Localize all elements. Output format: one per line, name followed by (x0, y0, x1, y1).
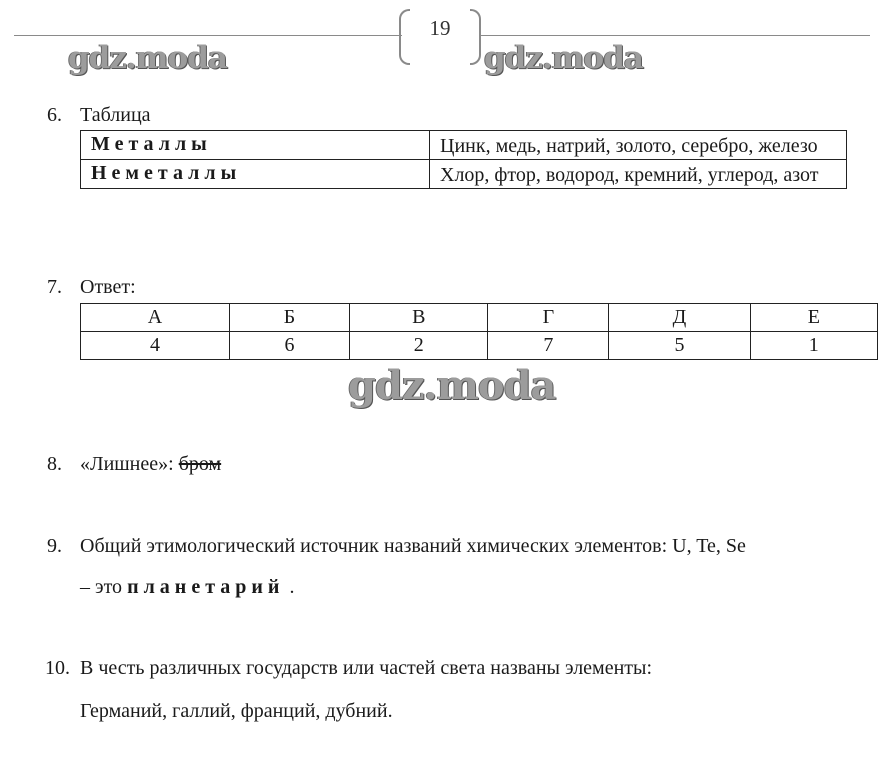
page-number: 19 (429, 16, 451, 40)
answer-word: планетарий (127, 576, 285, 598)
table-row (81, 131, 847, 160)
page-number-bracket-right (470, 9, 481, 65)
answer-line (80, 576, 294, 599)
watermark: gdz.moda (68, 40, 227, 76)
table-cell-key: Неметаллы (81, 160, 430, 189)
table-header-cell: А (81, 304, 230, 332)
table-cell-key: Металлы (81, 131, 430, 160)
struck-answer: бром (178, 453, 222, 475)
header-rule-right (480, 35, 870, 36)
table-row (81, 332, 878, 360)
question-title: Ответ: (80, 276, 136, 298)
table-header-cell: Б (229, 304, 349, 332)
header-rule-left (14, 35, 402, 36)
table-cell: 1 (750, 332, 877, 360)
elements-table (80, 130, 847, 189)
question-text: В честь различных государств или частей света названы элементы: (80, 657, 653, 679)
watermark: gdz.moda (348, 362, 556, 409)
question-number: 7. (47, 276, 62, 298)
question-number: 10. (45, 657, 70, 679)
table-cell-value: Цинк, медь, натрий, золото, серебро, железо (430, 131, 847, 160)
question-number: 6. (47, 104, 62, 126)
table-header-cell: Е (750, 304, 877, 332)
answer-prefix: – это (80, 576, 123, 598)
table-cell: 6 (229, 332, 349, 360)
table-cell-value: Хлор, фтор, водород, кремний, углерод, азот (430, 160, 847, 189)
question-text: Общий этимологический источник названий химических элементов: U, Te, Se (80, 535, 746, 557)
watermark: gdz.moda (484, 40, 643, 76)
table-cell: 4 (81, 332, 230, 360)
table-header-cell: В (350, 304, 488, 332)
table-cell: 7 (488, 332, 609, 360)
table-row (81, 160, 847, 189)
question-number: 8. (47, 453, 62, 475)
question-number: 9. (47, 535, 62, 557)
table-cell: 5 (609, 332, 750, 360)
table-header-row (81, 304, 878, 332)
question-title: Таблица (80, 104, 151, 126)
question-label: «Лишнее»: (80, 453, 174, 475)
question-text (80, 453, 221, 476)
answer-line: Германий, галлий, франций, дубний. (80, 700, 393, 722)
answer-table (80, 303, 878, 360)
table-header-cell: Д (609, 304, 750, 332)
page-number-bracket-left (399, 9, 410, 65)
table-header-cell: Г (488, 304, 609, 332)
answer-suffix: . (289, 576, 295, 598)
table-cell: 2 (350, 332, 488, 360)
